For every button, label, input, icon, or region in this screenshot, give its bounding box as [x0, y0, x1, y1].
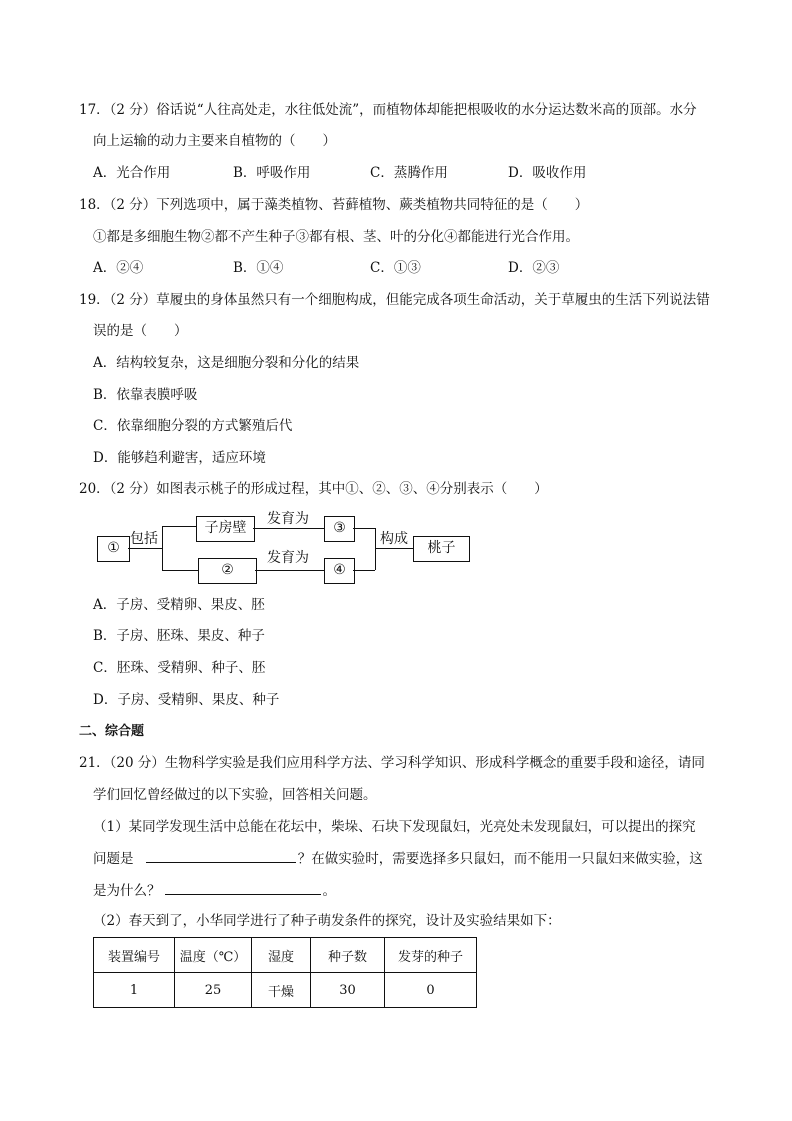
diagram-develop-label-bottom: 发育为	[267, 550, 309, 566]
q18-option-a: A．②④	[93, 260, 144, 276]
q17-option-b: B．呼吸作用	[233, 165, 311, 181]
diagram-join-vertical	[375, 528, 376, 570]
diagram-box-2: ②	[198, 558, 257, 584]
q18-stem-line1: 18．（2 分）下列选项中，属于藻类植物、苔藓植物、蕨类植物共同特征的是（ ）	[79, 197, 589, 213]
q19-option-d: D．能够趋利避害，适应环境	[93, 450, 266, 466]
q21-part1-line2	[93, 848, 703, 869]
q17-option-c: C．蒸腾作用	[370, 165, 448, 181]
q17-option-a: A．光合作用	[93, 165, 171, 181]
q17-options	[93, 163, 586, 183]
table-header-cell: 发芽的种子	[385, 938, 477, 973]
section-title: 二、综合题	[79, 724, 145, 739]
q21-part2-line1: （2）春天到了，小华同学进行了种子萌发条件的探究，设计及实验结果如下：	[93, 913, 561, 929]
q17-option-d: D．吸收作用	[508, 165, 587, 181]
q19-option-a: A．结构较复杂，这是细胞分裂和分化的结果	[93, 355, 360, 371]
q17-stem-line2: 向上运输的动力主要来自植物的（ ）	[93, 133, 336, 149]
answer-blank-2[interactable]	[165, 880, 321, 895]
q18-stem-line2: ①都是多细胞生物②都不产生种子③都有根、茎、叶的分化④都能进行光合作用。	[93, 229, 579, 245]
diagram-connector	[128, 548, 162, 549]
q20-option-c: C．胚珠、受精卵、种子、胚	[93, 660, 266, 676]
q21-part1-suffix: ？在做实验时，需要选择多只鼠妇，而不能用一只鼠妇来做实验，这	[297, 851, 703, 867]
diagram-compose-label: 构成	[380, 531, 408, 547]
table-cell: 30	[311, 973, 385, 1008]
q21-part1-question: 是为什么？	[93, 883, 161, 899]
q21-part1-prefix: 问题是	[93, 851, 134, 867]
diagram-box-3: ③	[324, 516, 355, 542]
q21-stem-line1: 21．（20 分）生物科学实验是我们应用科学方法、学习科学知识、形成科学概念的重要手段和途径，请同	[79, 755, 705, 771]
q18-option-b: B．①④	[233, 260, 284, 276]
q19-stem-line2: 误的是（ ）	[93, 323, 188, 339]
diagram-arrow-bottom	[255, 570, 324, 571]
diagram-box-1: ①	[97, 536, 130, 562]
diagram-box-4: ④	[324, 558, 355, 584]
table-cell: 0	[385, 973, 477, 1008]
diagram-arrow-top	[253, 528, 324, 529]
q18-option-c: C．①③	[370, 260, 421, 276]
experiment-table	[93, 937, 477, 1008]
diagram-bracket-top	[162, 526, 196, 527]
diagram-bracket-bottom	[162, 570, 198, 571]
diagram-bracket-vertical	[162, 526, 163, 570]
q20-option-a: A．子房、受精卵、果皮、胚	[93, 597, 265, 613]
q19-stem-line1: 19．（2 分）草履虫的身体虽然只有一个细胞构成，但能完成各项生命活动，关于草履虫的生活下列说法错	[79, 292, 710, 308]
q21-part1-period: 。	[322, 883, 336, 899]
table-header-cell: 装置编号	[94, 938, 175, 973]
answer-blank-1[interactable]	[146, 848, 296, 863]
diagram-arrow-compose	[375, 548, 413, 549]
table-cell: 1	[94, 973, 175, 1008]
diagram-box-peach: 桃子	[413, 536, 470, 562]
table-cell: 25	[175, 973, 252, 1008]
table-row	[94, 973, 477, 1008]
table-header-cell: 种子数	[311, 938, 385, 973]
table-header-row	[94, 938, 477, 973]
q20-stem-line1: 20．（2 分）如图表示桃子的形成过程，其中①、②、③、④分别表示（ ）	[79, 481, 548, 497]
table-header-cell: 温度（℃）	[175, 938, 252, 973]
diagram-join-bottom	[353, 570, 375, 571]
table-header-cell: 湿度	[252, 938, 311, 973]
diagram-include-label: 包括	[130, 531, 158, 547]
table-cell: 干燥	[252, 973, 311, 1008]
q20-option-b: B．子房、胚珠、果皮、种子	[93, 628, 265, 644]
q20-option-d: D．子房、受精卵、果皮、种子	[93, 692, 280, 708]
q18-option-d: D．②③	[508, 260, 560, 276]
diagram-box-ovary-wall: 子房壁	[196, 516, 255, 542]
q17-stem-line1: 17．（2 分）俗话说“人往高处走，水往低处流”，而植物体却能把根吸收的水分运达数米高的顶部。水分	[79, 102, 697, 118]
q21-stem-line2: 学们回忆曾经做过的以下实验，回答相关问题。	[93, 787, 377, 803]
q21-part1-line3	[93, 880, 336, 901]
q19-option-b: B．依靠表膜呼吸	[93, 387, 198, 403]
q21-part1-line1: （1）某同学发现生活中总能在花坛中，柴垛、石块下发现鼠妇，光亮处未发现鼠妇，可以提出的探究	[93, 819, 696, 835]
q19-option-c: C．依靠细胞分裂的方式繁殖后代	[93, 418, 293, 434]
q18-options	[93, 258, 559, 278]
diagram-develop-label-top: 发育为	[267, 511, 309, 527]
diagram-join-top	[353, 528, 375, 529]
